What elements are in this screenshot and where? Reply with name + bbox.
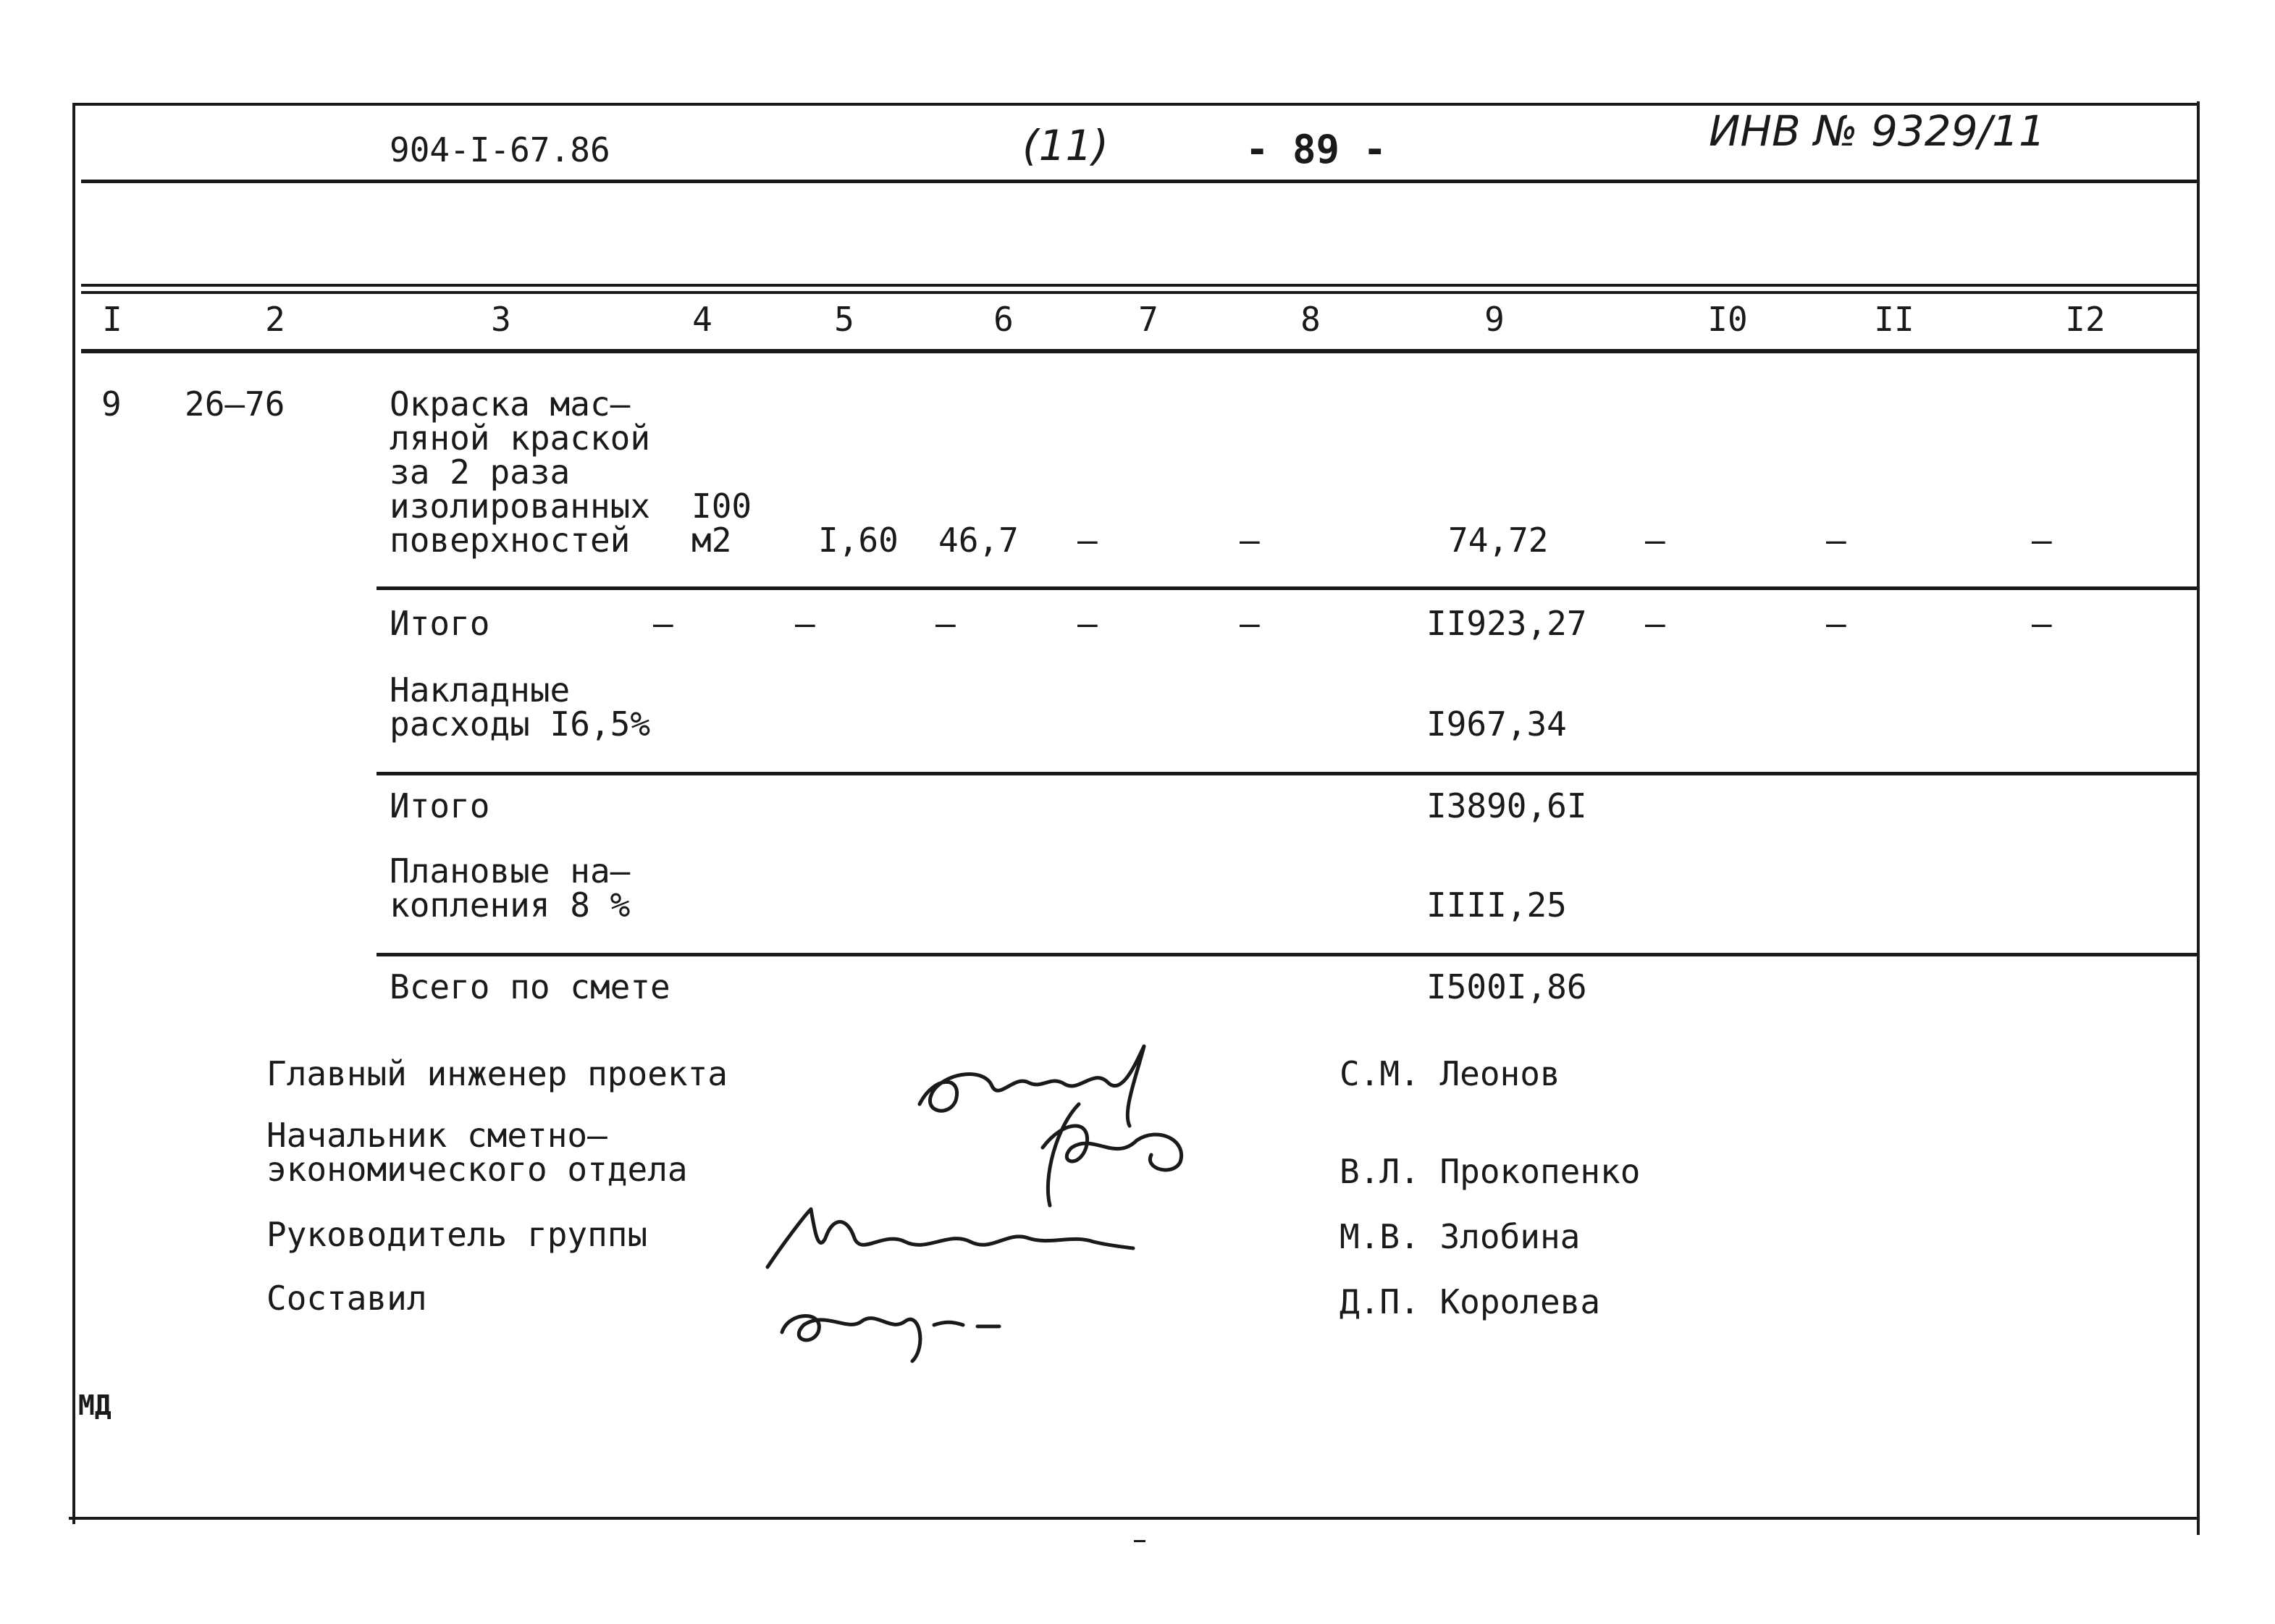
document-code: 904-I-67.86 [390, 130, 610, 169]
row-col7: – [1077, 521, 1098, 560]
signature-role: Руководитель группы [266, 1215, 648, 1254]
row-number: 9 [101, 384, 122, 424]
row-code: 26–76 [185, 384, 285, 424]
subtotal-col6: – [935, 604, 956, 643]
row-col9: 74,72 [1448, 521, 1549, 560]
signature-role: экономического отдела [266, 1150, 688, 1189]
column-number: 7 [1138, 300, 1158, 339]
separator-line [377, 586, 2197, 590]
subtotal-col5: – [795, 604, 815, 643]
column-number: 3 [491, 300, 511, 339]
subtotal-col8: – [1240, 604, 1260, 643]
signature-role: Главный инженер проекта [266, 1054, 728, 1093]
column-number: I2 [2065, 300, 2106, 339]
planned-label-line: Плановые на– [390, 851, 631, 891]
separator-line [377, 953, 2197, 956]
overhead-label-line: Накладные [390, 670, 571, 710]
subtotal-col4: – [653, 604, 673, 643]
subtotal-label: Итого [390, 786, 490, 825]
subtotal-col12: – [2032, 604, 2052, 643]
row-col8: – [1240, 521, 1260, 560]
frame-bottom [69, 1517, 2200, 1520]
signature-name: Д.П. Королева [1340, 1282, 1601, 1321]
header-underline [81, 180, 2197, 183]
signature-zlobina [760, 1187, 1137, 1282]
column-number: 2 [265, 300, 285, 339]
grand-total-label: Всего по смете [390, 967, 670, 1006]
footer-mark: МД [78, 1389, 112, 1421]
row-description-line: ляной краской [390, 418, 651, 458]
frame-right [2197, 101, 2200, 1535]
sheet-number-handwritten: (11) [1022, 121, 1109, 170]
subtotal-col11: – [1826, 604, 1846, 643]
grand-total-col9: I500I,86 [1426, 967, 1587, 1006]
column-number: 5 [834, 300, 854, 339]
column-number: I0 [1707, 300, 1748, 339]
row-description-line: за 2 раза [390, 453, 571, 492]
inventory-number-handwritten: ИНВ № 9329/11 [1709, 106, 2045, 156]
subtotal-col10: – [1645, 604, 1665, 643]
signature-role: Составил [266, 1279, 427, 1318]
overhead-label-line: расходы I6,5% [390, 704, 651, 744]
subtotal-label: Итого [390, 604, 490, 643]
overhead-col9: I967,34 [1426, 704, 1567, 744]
row-description-line: Окраска мас– [390, 384, 631, 424]
column-header-underline [81, 349, 2197, 353]
subtotal-col9: I3890,6I [1426, 786, 1587, 825]
signature-role: Начальник сметно– [266, 1116, 607, 1155]
row-description-line: изолированных [390, 487, 651, 526]
row-unit-line: м2 [691, 521, 732, 560]
bottom-tick [1134, 1540, 1145, 1542]
separator-line [377, 772, 2197, 775]
row-col10: – [1645, 521, 1665, 560]
signature-name: С.М. Леонов [1340, 1054, 1560, 1093]
page-number: - 89 - [1245, 127, 1387, 172]
frame-left [72, 105, 75, 1524]
column-number: 4 [692, 300, 712, 339]
subtotal-col9: II923,27 [1426, 604, 1587, 643]
column-number: 8 [1300, 300, 1321, 339]
row-description-line: поверхностей [390, 521, 631, 560]
column-number: II [1874, 300, 1914, 339]
row-col6: 46,7 [938, 521, 1019, 560]
column-number: 9 [1484, 300, 1505, 339]
row-col11: – [1826, 521, 1846, 560]
signature-name: В.Л. Прокопенко [1340, 1152, 1641, 1191]
row-col5: I,60 [818, 521, 899, 560]
planned-label-line: копления 8 % [390, 885, 631, 925]
signature-name: М.В. Злобина [1340, 1217, 1581, 1256]
column-number: 6 [993, 300, 1014, 339]
column-number: I [102, 300, 122, 339]
planned-col9: IIII,25 [1426, 885, 1567, 925]
frame-top [72, 103, 2200, 106]
subtotal-col7: – [1077, 604, 1098, 643]
signature-koroleva [768, 1282, 1014, 1368]
row-unit-line: I00 [691, 487, 752, 526]
row-col12: – [2032, 521, 2052, 560]
